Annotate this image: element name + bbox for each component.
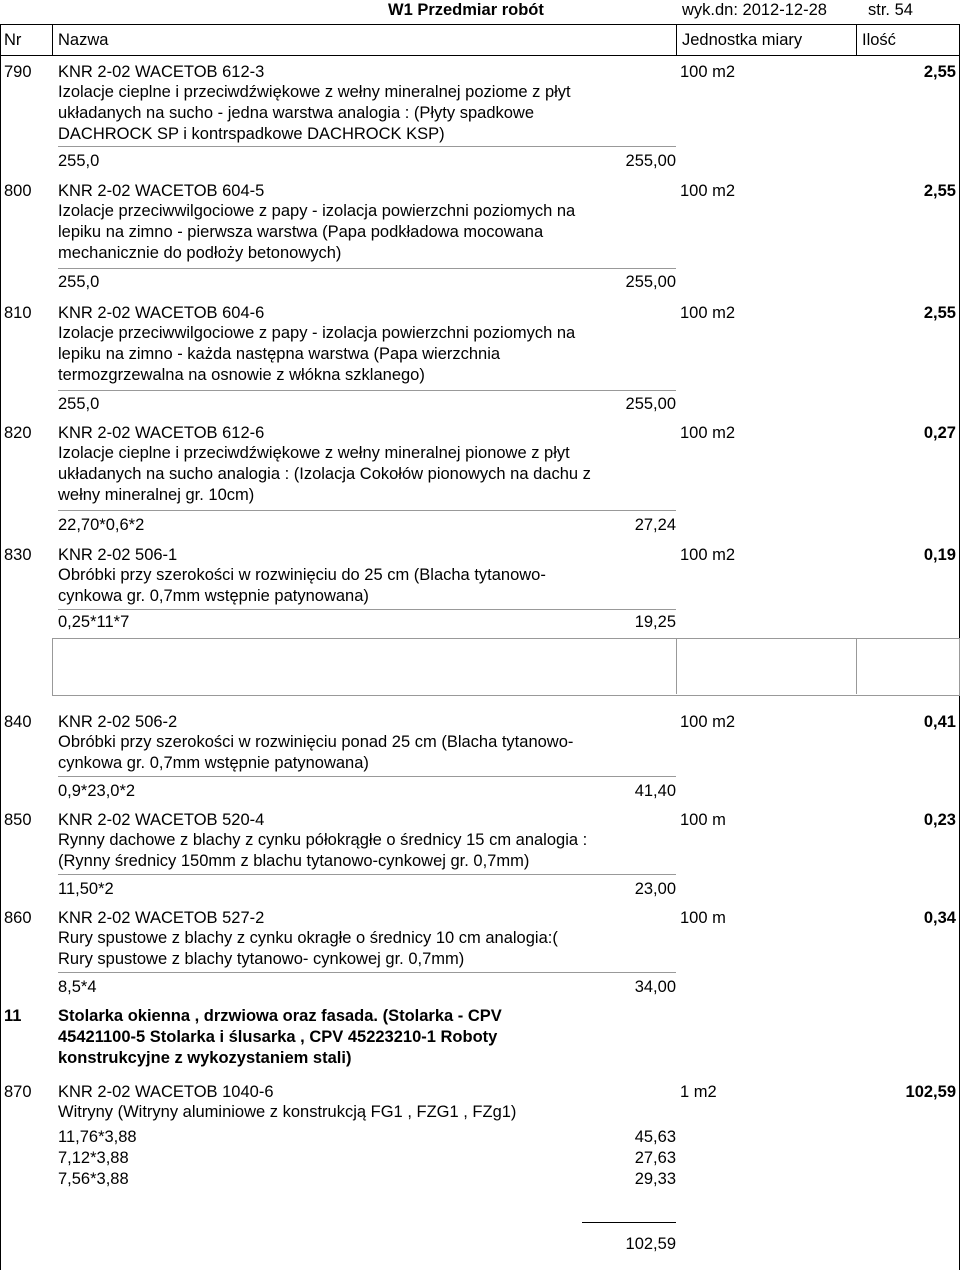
item-description — [58, 830, 683, 872]
item-calc — [58, 879, 676, 900]
item-nr: 820 — [4, 424, 32, 442]
item-description — [58, 732, 683, 774]
item-unit: 100 m — [680, 811, 726, 829]
calc-expression: 7,56*3,88 — [58, 1170, 129, 1188]
description-line: cynkowa gr. 0,7mm wstępnie patynowana) — [58, 587, 369, 605]
item-qty: 102,59 — [905, 1083, 956, 1101]
page-break-box — [52, 638, 960, 696]
calc-line — [58, 272, 676, 293]
calc-expression: 22,70*0,6*2 — [58, 516, 145, 534]
item-qty: 2,55 — [923, 304, 956, 322]
item-code: KNR 2-02 506-1 — [58, 546, 178, 564]
calc-separator — [58, 874, 676, 875]
calc-result: 23,00 — [634, 880, 676, 898]
calc-result: 27,24 — [634, 516, 676, 534]
item-calc — [58, 272, 676, 293]
item-qty: 0,27 — [923, 424, 956, 442]
item-description — [58, 928, 683, 970]
item-calc — [58, 394, 676, 415]
item-code: KNR 2-02 WACETOB 604-5 — [58, 182, 265, 200]
column-header-unit: Jednostka miary — [682, 31, 803, 49]
item-nr: 840 — [4, 713, 32, 731]
section-title-line: Stolarka okienna , drzwiowa oraz fasada. (Stolarka - CPV — [58, 1007, 502, 1025]
page-break-divider-qty — [856, 638, 857, 694]
description-line: Izolacje przeciwwilgociowe z papy - izolacja powierzchni poziomych na — [58, 324, 576, 342]
section-title-line: 45421100-5 Stolarka i ślusarka , CPV 45223210-1 Roboty — [58, 1028, 498, 1046]
column-header-nr: Nr — [4, 31, 22, 49]
calc-result: 255,00 — [625, 273, 676, 291]
column-divider-nr — [52, 24, 53, 55]
calc-expression: 8,5*4 — [58, 978, 97, 996]
item-calc — [58, 612, 676, 633]
description-line: lepiku na zimno - pierwsza warstwa (Papa podkładowa mocowana — [58, 223, 544, 241]
document-date: wyk.dn: 2012-12-28 — [682, 1, 827, 19]
calc-separator — [58, 390, 676, 391]
item-description — [58, 82, 683, 145]
item-calc — [58, 977, 676, 998]
item-code: KNR 2-02 WACETOB 612-3 — [58, 63, 265, 81]
item-unit: 100 m2 — [680, 63, 736, 81]
item-qty: 0,19 — [923, 546, 956, 564]
calc-result: 45,63 — [634, 1128, 676, 1146]
header-top-rule — [0, 24, 960, 25]
item-description — [58, 201, 683, 264]
description-line: Obróbki przy szerokości w rozwinięciu do 25 cm (Blacha tytanowo- — [58, 566, 546, 584]
header-bottom-rule — [0, 55, 960, 56]
item-nr: 810 — [4, 304, 32, 322]
page-number: str. 54 — [868, 1, 913, 19]
column-divider-unit — [856, 24, 857, 55]
calc-result: 34,00 — [634, 978, 676, 996]
item-calc — [58, 781, 676, 802]
item-description — [58, 323, 683, 386]
item-calc — [58, 151, 676, 172]
item-unit: 100 m2 — [680, 424, 736, 442]
item-nr: 830 — [4, 546, 32, 564]
calc-expression: 11,50*2 — [58, 880, 114, 898]
description-line: lepiku na zimno - każda następna warstwa (Papa wierzchnia — [58, 345, 501, 363]
description-line: DACHROCK SP i kontrspadkowe DACHROCK KSP) — [58, 125, 445, 143]
calc-separator — [58, 972, 676, 973]
item-description — [58, 1102, 683, 1123]
description-line: wełny mineralnej gr. 10cm) — [58, 486, 255, 504]
item-qty: 2,55 — [923, 63, 956, 81]
item-total: 102,59 — [625, 1235, 676, 1253]
calc-expression: 255,0 — [58, 395, 100, 413]
calc-line — [58, 781, 676, 802]
item-unit: 100 m2 — [680, 546, 736, 564]
calc-line — [58, 977, 676, 998]
section-nr: 11 — [4, 1007, 22, 1025]
description-line: Izolacje cieplne i przeciwdźwiękowe z wełny mineralnej pionowe z płyt — [58, 444, 570, 462]
description-line: cynkowa gr. 0,7mm wstępnie patynowana) — [58, 754, 369, 772]
calc-separator — [58, 268, 676, 269]
calc-line — [58, 1169, 676, 1190]
description-line: Izolacje cieplne i przeciwdźwiękowe z wełny mineralnej poziome z płyt — [58, 83, 571, 101]
calc-expression: 255,0 — [58, 152, 100, 170]
item-calc — [58, 1127, 676, 1190]
item-code: KNR 2-02 WACETOB 1040-6 — [58, 1083, 274, 1101]
calc-line — [58, 1127, 676, 1148]
calc-line — [58, 515, 676, 536]
item-code: KNR 2-02 WACETOB 604-6 — [58, 304, 265, 322]
calc-result: 41,40 — [634, 782, 676, 800]
item-calc — [58, 515, 676, 536]
column-header-qty: Ilość — [862, 31, 896, 49]
description-line: (Rynny średnicy 150mm z blachu tytanowo-cynkowej gr. 0,7mm) — [58, 852, 530, 870]
description-line: Rury spustowe z blachy z cynku okragłe o średnicy 10 cm analogia:( — [58, 929, 558, 947]
item-qty: 0,41 — [923, 713, 956, 731]
calc-line — [58, 151, 676, 172]
calc-separator — [58, 609, 676, 610]
calc-result: 29,33 — [634, 1170, 676, 1188]
item-qty: 0,34 — [923, 909, 956, 927]
calc-line — [58, 879, 676, 900]
calc-result: 19,25 — [634, 613, 676, 631]
total-rule — [582, 1222, 676, 1223]
item-unit: 100 m2 — [680, 182, 736, 200]
document-title: W1 Przedmiar robót — [388, 1, 544, 19]
description-line: układanych na sucho analogia : (Izolacja Cokołów pionowych na dachu z — [58, 465, 591, 483]
item-nr: 870 — [4, 1083, 32, 1101]
calc-expression: 11,76*3,88 — [58, 1128, 137, 1146]
item-nr: 790 — [4, 63, 32, 81]
calc-separator — [58, 510, 676, 511]
calc-line — [58, 394, 676, 415]
item-description — [58, 443, 683, 506]
calc-separator — [58, 146, 676, 147]
calc-expression: 7,12*3,88 — [58, 1149, 129, 1167]
description-line: termozgrzewalna na osnowie z włókna szklanego) — [58, 366, 425, 384]
calc-expression: 0,25*11*7 — [58, 613, 130, 631]
item-code: KNR 2-02 WACETOB 527-2 — [58, 909, 265, 927]
item-description — [58, 565, 683, 607]
item-unit: 100 m2 — [680, 304, 736, 322]
section-title-line: konstrukcyjne z wykozystaniem stali) — [58, 1049, 352, 1067]
item-qty: 2,55 — [923, 182, 956, 200]
calc-result: 255,00 — [625, 152, 676, 170]
calc-expression: 255,0 — [58, 273, 100, 291]
calc-line — [58, 1148, 676, 1169]
description-line: Izolacje przeciwwilgociowe z papy - izolacja powierzchni poziomych na — [58, 202, 576, 220]
column-divider-name — [676, 24, 677, 55]
description-line: Rury spustowe z blachy tytanowo- cynkowej gr. 0,7mm) — [58, 950, 465, 968]
calc-line — [58, 612, 676, 633]
table-left-border — [0, 24, 1, 1270]
item-code: KNR 2-02 506-2 — [58, 713, 178, 731]
page-break-divider-unit — [676, 638, 677, 694]
calc-separator — [58, 776, 676, 777]
item-unit: 100 m2 — [680, 713, 736, 731]
description-line: mechanicznie do podłoży betonowych) — [58, 244, 342, 262]
column-header-name: Nazwa — [58, 31, 109, 49]
item-code: KNR 2-02 WACETOB 520-4 — [58, 811, 265, 829]
item-nr: 850 — [4, 811, 32, 829]
description-line: Rynny dachowe z blachy z cynku półokrągłe o średnicy 15 cm analogia : — [58, 831, 588, 849]
item-code: KNR 2-02 WACETOB 612-6 — [58, 424, 265, 442]
item-qty: 0,23 — [923, 811, 956, 829]
description-line: Witryny (Witryny aluminiowe z konstrukcją FG1 , FZG1 , FZg1) — [58, 1103, 517, 1121]
description-line: układanych na sucho - jedna warstwa analogia : (Płyty spadkowe — [58, 104, 535, 122]
description-line: Obróbki przy szerokości w rozwinięciu ponad 25 cm (Blacha tytanowo- — [58, 733, 574, 751]
item-nr: 800 — [4, 182, 32, 200]
calc-result: 27,63 — [634, 1149, 676, 1167]
item-unit: 100 m — [680, 909, 726, 927]
calc-expression: 0,9*23,0*2 — [58, 782, 136, 800]
item-unit: 1 m2 — [680, 1083, 717, 1101]
item-nr: 860 — [4, 909, 32, 927]
calc-result: 255,00 — [625, 395, 676, 413]
section-title — [58, 1006, 502, 1069]
